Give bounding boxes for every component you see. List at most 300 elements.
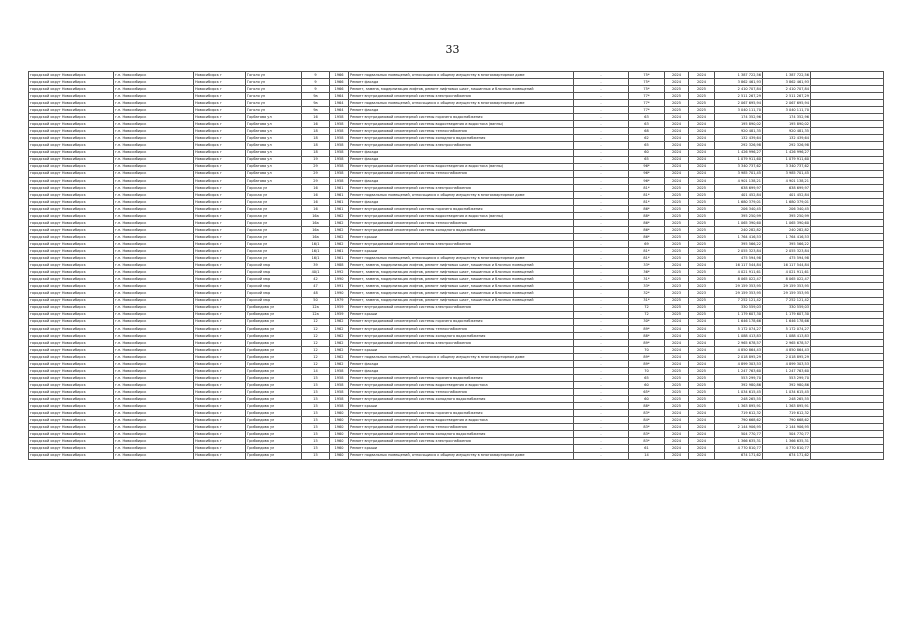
table-cell: 2024 [689, 318, 715, 325]
table-cell: 2024 [665, 353, 689, 360]
table-cell: г.п. Новосибирск [114, 107, 194, 114]
table-cell: Ремонт внутридомовой инженерной системы электроснабжения [349, 241, 574, 248]
table-cell: 195 890,02 [763, 121, 811, 128]
table-cell: 2025 [665, 311, 689, 318]
table-cell: 12а [302, 304, 330, 311]
table-cell: Ремонт внутридомовой инженерной системы теплоснабжения [349, 389, 574, 396]
table-cell: городской округ Новосибирск [29, 318, 114, 325]
table-cell: 1958 [330, 367, 349, 374]
table-row [29, 72, 884, 79]
table-cell: 72 [629, 304, 665, 311]
table-cell: 2024 [665, 431, 689, 438]
table-row [29, 297, 884, 304]
table-cell: 2025 [689, 403, 715, 410]
table-cell: 16/1 [302, 241, 330, 248]
table-cell: городской округ Новосибирск [29, 339, 114, 346]
table-cell: городской округ Новосибирск [29, 360, 114, 367]
table-cell: 1960 [330, 438, 349, 445]
table-cell: Новосибирск г [194, 410, 246, 417]
table-cell: г.п. Новосибирск [114, 353, 194, 360]
table-cell: Ремонт, замена, модернизация лифтов, ремонт лифтовых шахт, машинных и блочных помещений [349, 283, 574, 290]
table-cell: Новосибирск г [194, 212, 246, 219]
table-cell: Грибоедова ул [246, 318, 302, 325]
table-cell: Горский мкр [246, 283, 302, 290]
table-cell: г.п. Новосибирск [114, 325, 194, 332]
table-cell: г.п. Новосибирск [114, 72, 194, 79]
table-cell: Ремонт, замена, модернизация лифтов, ремонт лифтовых шахт, машинных и блочных помещений [349, 262, 574, 269]
table-cell: Грибоедова ул [246, 304, 302, 311]
table-cell: - [574, 431, 629, 438]
table-cell: 2025 [689, 396, 715, 403]
table-cell-empty [811, 107, 884, 114]
table-cell: 1962 [330, 234, 349, 241]
table-cell: 1962 [330, 353, 349, 360]
table-cell: 475 594,98 [763, 255, 811, 262]
table-cell-empty [811, 417, 884, 424]
table-cell: г.п. Новосибирск [114, 297, 194, 304]
table-cell: 2024 [665, 417, 689, 424]
table-cell: Новосибирск г [194, 389, 246, 396]
table-cell: г.п. Новосибирск [114, 198, 194, 205]
table-row [29, 382, 884, 389]
table-cell: Ремонт внутридомовой инженерной системы электроснабжения [349, 184, 574, 191]
table-cell: - [574, 107, 629, 114]
table-cell: - [574, 318, 629, 325]
table-cell: г.п. Новосибирск [114, 367, 194, 374]
table-cell: 1962 [330, 325, 349, 332]
table-cell: г.п. Новосибирск [114, 135, 194, 142]
table-cell: - [574, 93, 629, 100]
table-cell: Ремонт крыши [349, 311, 574, 318]
table-cell-empty [811, 156, 884, 163]
table-cell: 2024 [665, 149, 689, 156]
table-cell: 96* [629, 177, 665, 184]
table-cell: г.п. Новосибирск [114, 431, 194, 438]
table-cell: - [574, 382, 629, 389]
table-cell-empty [811, 318, 884, 325]
table-cell: - [574, 142, 629, 149]
table-cell: - [574, 205, 629, 212]
table-cell: 2024 [689, 121, 715, 128]
table-cell-empty [811, 86, 884, 93]
table-cell: 1958 [330, 170, 349, 177]
table-cell: г.п. Новосибирск [114, 452, 194, 459]
table-cell: г.п. Новосибирск [114, 389, 194, 396]
table-cell: 1958 [330, 177, 349, 184]
table-cell: 1 179 607,30 [763, 311, 811, 318]
table-cell: 2025 [689, 198, 715, 205]
table-row [29, 332, 884, 339]
table-cell: г.п. Новосибирск [114, 382, 194, 389]
table-cell: 16а [302, 234, 330, 241]
table-cell: 2023 [665, 290, 689, 297]
table-cell: г.п. Новосибирск [114, 269, 194, 276]
table-cell: Новосибирск г [194, 452, 246, 459]
table-cell: 2025 [665, 382, 689, 389]
table-cell: 8 065 022,47 [715, 276, 763, 283]
table-cell: 29 159 353,95 [715, 290, 763, 297]
table-cell: 29 159 353,95 [715, 283, 763, 290]
table-cell: 8 065 022,47 [763, 276, 811, 283]
table-cell: 395 250,99 [715, 212, 763, 219]
table-cell: 1962 [330, 219, 349, 226]
table-cell: Ремонт внутридомовой инженерной системы теплоснабжения [349, 424, 574, 431]
table-cell: 63 [629, 121, 665, 128]
table-cell: 2 511 267,29 [715, 93, 763, 100]
table-row [29, 100, 884, 107]
table-cell: Горбатова ул [246, 135, 302, 142]
table-cell: 16 [302, 205, 330, 212]
table-cell-empty [811, 255, 884, 262]
table-cell: 719 612,32 [715, 410, 763, 417]
table-cell: 50 [302, 297, 330, 304]
table-cell: 206 340,45 [763, 205, 811, 212]
table-cell: Новосибирск г [194, 72, 246, 79]
table-cell: 2 144 906,95 [715, 424, 763, 431]
table-cell: 12 [302, 360, 330, 367]
table-cell: 18 [302, 128, 330, 135]
table-cell: - [574, 360, 629, 367]
table-cell: Новосибирск г [194, 332, 246, 339]
table-cell: г.п. Новосибирск [114, 170, 194, 177]
table-cell: 88* [629, 332, 665, 339]
table-cell-empty [811, 276, 884, 283]
table-cell: 2025 [665, 389, 689, 396]
table-cell: 1961 [330, 198, 349, 205]
table-cell: 9 [302, 86, 330, 93]
table-cell: Ремонт, замена, модернизация лифтов, ремонт лифтовых шахт, машинных и блочных помещений [349, 269, 574, 276]
table-cell: - [574, 269, 629, 276]
table-cell: Ремонт внутридомовой инженерной системы горячего водоснабжения [349, 205, 574, 212]
table-cell: 3 040 111,70 [763, 107, 811, 114]
table-cell: 65 [629, 142, 665, 149]
table-cell-empty [811, 135, 884, 142]
table-cell: 33* [629, 283, 665, 290]
table-cell-empty [811, 297, 884, 304]
table-row [29, 375, 884, 382]
table-cell: г.п. Новосибирск [114, 79, 194, 86]
table-cell: 1961 [330, 248, 349, 255]
table-cell: 2025 [689, 107, 715, 114]
table-cell: 2025 [665, 107, 689, 114]
table-cell: г.п. Новосибирск [114, 410, 194, 417]
table-cell: Новосибирск г [194, 339, 246, 346]
table-cell: Новосибирск г [194, 318, 246, 325]
table-cell: городской округ Новосибирск [29, 205, 114, 212]
table-cell: городской округ Новосибирск [29, 72, 114, 79]
table-cell: Новосибирск г [194, 346, 246, 353]
table-cell: - [574, 417, 629, 424]
table-cell: Горская ул [246, 212, 302, 219]
table-cell: городской округ Новосибирск [29, 100, 114, 107]
table-cell: 1 426 996,27 [763, 149, 811, 156]
table-cell: - [574, 346, 629, 353]
table-cell: городской округ Новосибирск [29, 135, 114, 142]
table-cell: городской округ Новосибирск [29, 410, 114, 417]
table-cell: Ремонт внутридомовой инженерной системы электроснабжения [349, 93, 574, 100]
table-cell: 790 668,62 [715, 417, 763, 424]
table-cell: 1 247 763,60 [763, 367, 811, 374]
table-cell: Горбатова ул [246, 149, 302, 156]
table-cell: 2025 [665, 255, 689, 262]
table-cell: городской округ Новосибирск [29, 191, 114, 198]
table-cell: 2025 [665, 198, 689, 205]
table-cell: - [574, 304, 629, 311]
table-cell: Новосибирск г [194, 269, 246, 276]
table-cell: Грибоедова ул [246, 311, 302, 318]
table-cell: 1 247 763,60 [715, 367, 763, 374]
table-cell: 790 668,62 [763, 417, 811, 424]
table-cell: 18 [302, 142, 330, 149]
table-cell: Горский мкр [246, 262, 302, 269]
table-cell: г.п. Новосибирск [114, 177, 194, 184]
table-cell: 2024 [665, 156, 689, 163]
table-cell: городской округ Новосибирск [29, 121, 114, 128]
table-cell: 12 [302, 332, 330, 339]
table-cell: 330 559,03 [715, 304, 763, 311]
table-cell-empty [811, 121, 884, 128]
table-cell: 1961 [330, 191, 349, 198]
table-cell: 2025 [689, 367, 715, 374]
table-cell: 2024 [665, 135, 689, 142]
table-cell: 75* [629, 79, 665, 86]
table-cell: 30* [629, 318, 665, 325]
table-cell: 4 850 864,43 [715, 346, 763, 353]
table-cell-empty [811, 191, 884, 198]
table-cell: 2024 [689, 149, 715, 156]
table-cell: 504 770,77 [715, 431, 763, 438]
table-cell-empty [811, 382, 884, 389]
table-cell: Горская ул [246, 241, 302, 248]
table-cell: 2025 [689, 227, 715, 234]
table-row [29, 149, 884, 156]
table-cell: - [574, 248, 629, 255]
table-cell: 86* [629, 227, 665, 234]
table-row [29, 445, 884, 452]
table-cell: Новосибирск г [194, 86, 246, 93]
table-cell: городской округ Новосибирск [29, 431, 114, 438]
table-cell: 1991 [330, 283, 349, 290]
table-cell: 292 326,98 [715, 142, 763, 149]
table-cell: Грибоедова ул [246, 360, 302, 367]
table-cell: 65 [629, 375, 665, 382]
table-cell: 16 [302, 114, 330, 121]
table-cell: 2025 [665, 191, 689, 198]
table-cell: Ремонт подвальных помещений, относящихся к общему имуществу в многоквартирном доме [349, 100, 574, 107]
table-cell: 15 [302, 396, 330, 403]
table-cell: 14 [302, 367, 330, 374]
table-cell: 2025 [689, 375, 715, 382]
table-cell: г.п. Новосибирск [114, 86, 194, 93]
table-cell: - [574, 121, 629, 128]
table-cell: Новосибирск г [194, 142, 246, 149]
table-cell: 2025 [665, 396, 689, 403]
table-cell: Горская ул [246, 255, 302, 262]
table-row [29, 339, 884, 346]
table-row [29, 170, 884, 177]
table-cell: 2 144 906,95 [763, 424, 811, 431]
table-cell: 12 [302, 353, 330, 360]
table-cell: Ремонт фасада [349, 177, 574, 184]
page-number: 33 [445, 43, 460, 56]
table-cell-empty [811, 346, 884, 353]
table-cell: городской округ Новосибирск [29, 114, 114, 121]
table-cell: 504 770,77 [763, 431, 811, 438]
table-cell: г.п. Новосибирск [114, 121, 194, 128]
table-cell: 240 282,82 [763, 227, 811, 234]
table-cell: Ремонт крыши [349, 403, 574, 410]
table-cell: 174 352,96 [763, 114, 811, 121]
table-row [29, 262, 884, 269]
table-row [29, 311, 884, 318]
table-row [29, 417, 884, 424]
table-cell: г.п. Новосибирск [114, 396, 194, 403]
table-cell: 292 326,98 [763, 142, 811, 149]
table-cell: 2024 [665, 121, 689, 128]
table-cell: Гоголя ул [246, 86, 302, 93]
table-cell: 1 366 635,31 [763, 438, 811, 445]
table-cell: городской округ Новосибирск [29, 304, 114, 311]
table-cell: Новосибирск г [194, 79, 246, 86]
table-cell: городской округ Новосибирск [29, 438, 114, 445]
table-cell: 2024 [665, 163, 689, 170]
table-cell: Ремонт подвальных помещений, относящихся к общему имуществу в многоквартирном доме [349, 255, 574, 262]
table-cell: 1961 [330, 255, 349, 262]
table-cell: 2025 [665, 219, 689, 226]
table-cell: 674 171,62 [715, 452, 763, 459]
table-cell: 248 265,55 [763, 396, 811, 403]
table-cell: Грибоедова ул [246, 375, 302, 382]
table-cell: 2025 [665, 184, 689, 191]
table-cell: 2025 [689, 212, 715, 219]
table-cell: Горбатова ул [246, 128, 302, 135]
table-cell: Новосибирск г [194, 375, 246, 382]
table-cell: городской округ Новосибирск [29, 346, 114, 353]
table-cell: 1 079 911,60 [763, 156, 811, 163]
table-cell-empty [811, 403, 884, 410]
table-cell: 16а [302, 219, 330, 226]
table-cell: Горский мкр [246, 297, 302, 304]
table-cell: городской округ Новосибирск [29, 332, 114, 339]
table-cell-empty [811, 170, 884, 177]
table-cell: 1960 [330, 445, 349, 452]
table-row [29, 367, 884, 374]
table-cell-empty [811, 367, 884, 374]
table-cell: - [574, 241, 629, 248]
table-cell: Новосибирск г [194, 163, 246, 170]
table-cell: 60 [629, 396, 665, 403]
table-cell: 2024 [665, 72, 689, 79]
table-cell: 39 [302, 262, 330, 269]
table-cell: 1966 [330, 72, 349, 79]
table-cell: городской округ Новосибирск [29, 452, 114, 459]
table-cell: г.п. Новосибирск [114, 403, 194, 410]
table-cell: Новосибирск г [194, 198, 246, 205]
table-cell: г.п. Новосибирск [114, 114, 194, 121]
table-cell: Новосибирск г [194, 438, 246, 445]
table-cell: Новосибирск г [194, 431, 246, 438]
table-cell: Горская ул [246, 198, 302, 205]
table-cell-empty [811, 114, 884, 121]
table-cell: - [574, 212, 629, 219]
table-cell: 4 901 138,21 [763, 177, 811, 184]
table-cell: г.п. Новосибирск [114, 283, 194, 290]
table-cell-empty [811, 269, 884, 276]
table-cell: 330 559,03 [763, 304, 811, 311]
table-cell: 2024 [689, 346, 715, 353]
table-cell: 3 340 737,62 [715, 163, 763, 170]
table-cell: 2024 [689, 156, 715, 163]
table-cell: 1 065 390,60 [715, 219, 763, 226]
table-cell: г.п. Новосибирск [114, 142, 194, 149]
table-cell: Грибоедова ул [246, 403, 302, 410]
table-cell: 2024 [689, 142, 715, 149]
table-cell: Новосибирск г [194, 417, 246, 424]
table-cell: 195 890,02 [715, 121, 763, 128]
table-cell: 3 340 737,62 [763, 163, 811, 170]
table-cell: - [574, 452, 629, 459]
table-cell: 33* [629, 262, 665, 269]
table-cell: 1958 [330, 403, 349, 410]
table-cell: 12 [302, 325, 330, 332]
table-cell: Грибоедова ул [246, 353, 302, 360]
table-cell: 2024 [665, 424, 689, 431]
table-cell: 553 299,70 [763, 375, 811, 382]
table-row [29, 142, 884, 149]
table-cell: 1962 [330, 339, 349, 346]
table-cell: 1958 [330, 156, 349, 163]
table-cell: 174 352,96 [715, 114, 763, 121]
table-row [29, 396, 884, 403]
table-cell: г.п. Новосибирск [114, 219, 194, 226]
table-cell: Грибоедова ул [246, 339, 302, 346]
table-cell: г.п. Новосибирск [114, 248, 194, 255]
table-cell: 2024 [689, 431, 715, 438]
table-cell: 401 452,84 [715, 191, 763, 198]
table-cell: - [574, 283, 629, 290]
table-cell: 61 [629, 445, 665, 452]
table-cell: - [574, 227, 629, 234]
table-cell: 81* [629, 184, 665, 191]
table-cell: Грибоедова ул [246, 410, 302, 417]
table-cell: Новосибирск г [194, 219, 246, 226]
table-row [29, 318, 884, 325]
table-cell: 2024 [689, 445, 715, 452]
table-cell-empty [811, 128, 884, 135]
table-row [29, 227, 884, 234]
table-cell: 16 [302, 121, 330, 128]
table-row [29, 389, 884, 396]
table-cell: Гоголя ул [246, 79, 302, 86]
table-cell: 2 410 707,84 [763, 86, 811, 93]
table-cell: 89* [629, 360, 665, 367]
table-cell: Новосибирск г [194, 311, 246, 318]
table-cell: - [574, 184, 629, 191]
table-cell: 1 387 722,56 [763, 72, 811, 79]
table-cell: 1960 [330, 452, 349, 459]
table-cell: - [574, 86, 629, 93]
table-cell: - [574, 297, 629, 304]
table-cell: 2025 [689, 86, 715, 93]
table-cell: 4 770 810,77 [763, 445, 811, 452]
table-cell: 2025 [665, 367, 689, 374]
table-row [29, 86, 884, 93]
table-cell: 1 363 895,91 [763, 403, 811, 410]
table-cell: 1958 [330, 142, 349, 149]
table-cell: 1988 [330, 262, 349, 269]
table-cell-empty [811, 184, 884, 191]
table-cell: 392 980,86 [763, 382, 811, 389]
